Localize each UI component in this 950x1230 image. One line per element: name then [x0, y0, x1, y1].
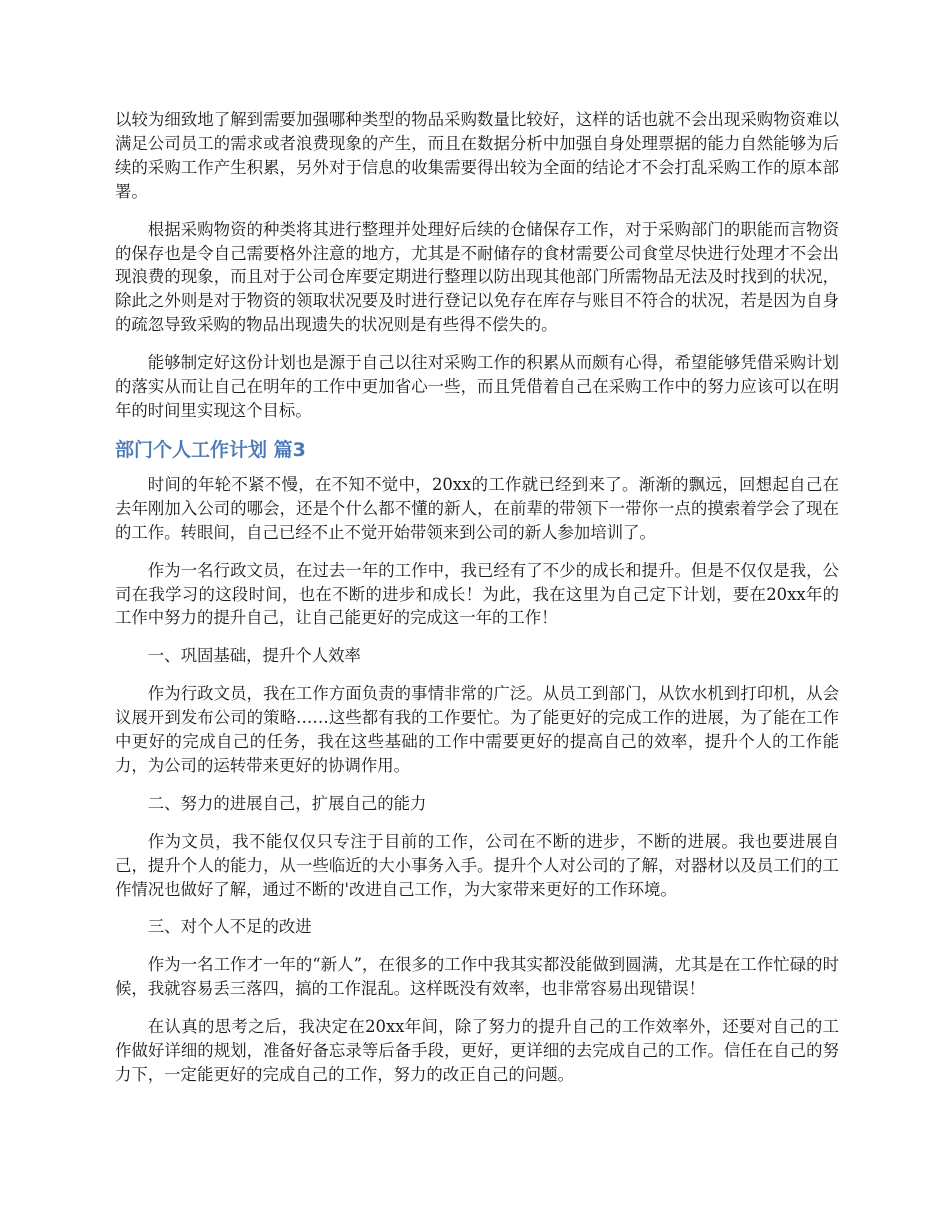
body-paragraph: 时间的年轮不紧不慢，在不知不觉中，20xx的工作就已经到来了。渐渐的飘远，回想起自己在去年刚加入公司的哪会，还是个什么都不懂的新人，在前辈的带领下一带你一点的摸索着学会了现在的工作。转眼间，自己已经不止不觉开始带领来到公司的新人参加培训了。	[115, 474, 839, 542]
body-paragraph: 根据采购物资的种类将其进行整理并处理好后续的仓储保存工作，对于采购部门的职能而言物资的保存也是令自己需要格外注意的地方，尤其是不耐储存的食材需要公司食堂尽快进行处理才不会出现浪费的现象，而且对于公司仓库要定期进行整理以防出现其他部门所需物品无法及时找到的状况，除此之外则是对于物资的领取状况要及时进行登记以免存在库存与账目不符合的状况，若是因为自身的疏忽导致采购的物品出现遗失的状况则是有些得不偿失的。	[115, 219, 839, 335]
body-paragraph: 作为一名行政文员，在过去一年的工作中，我已经有了不少的成长和提升。但是不仅仅是我，公司在我学习的这段时间，也在不断的进步和成长！为此，我在这里为自己定下计划，要在20xx年的工作中努力的提升自己，让自己能更好的完成这一年的工作！	[115, 560, 839, 628]
subsection-heading: 一、巩固基础，提升个人效率	[147, 646, 361, 666]
body-paragraph: 以较为细致地了解到需要加强哪种类型的物品采购数量比较好，这样的话也就不会出现采购物资难以满足公司员工的需求或者浪费现象的产生，而且在数据分析中加强自身处理票据的能力自然能够为后续的采购工作产生积累，另外对于信息的收集需要得出较为全面的结论才不会打乱采购工作的原本部署。	[115, 110, 839, 201]
subsection-heading: 二、努力的进展自己，扩展自己的能力	[147, 793, 427, 813]
body-paragraph: 能够制定好这份计划也是源于自己以往对采购工作的积累从而颇有心得，希望能够凭借采购计划的落实从而让自己在明年的工作中更加省心一些，而且凭借着自己在采购工作中的努力应该可以在明年的时间里实现这个目标。	[115, 353, 839, 420]
document-page	[115, 108, 839, 1101]
subsection-heading: 三、对个人不足的改进	[147, 917, 312, 937]
body-paragraph: 作为一名工作才一年的“新人”，在很多的工作中我其实都没能做到圆满，尤其是在工作忙碌的时候，我就容易丢三落四，搞的工作混乱。这样既没有效率，也非常容易出现错误！	[115, 955, 839, 999]
body-paragraph: 作为文员，我不能仅仅只专注于目前的工作，公司在不断的进步，不断的进展。我也要进展自己，提升个人的能力，从一些临近的大小事务入手。提升个人对公司的了解，对器材以及员工们的工作情况也做好了解，通过不断的'改进自己工作，为大家带来更好的工作环境。	[115, 831, 839, 899]
body-paragraph: 作为行政文员，我在工作方面负责的事情非常的广泛。从员工到部门，从饮水机到打印机，从会议展开到发布公司的策略……这些都有我的工作要忙。为了能更好的完成工作的进展，为了能在工作中更好的完成自己的任务，我在这些基础的工作中需要更好的提高自己的效率，提升个人的工作能力，为公司的运转带来更好的协调作用。	[115, 684, 839, 775]
section-heading: 部门个人工作计划 篇3	[115, 438, 306, 461]
body-paragraph: 在认真的思考之后，我决定在20xx年间，除了努力的提升自己的工作效率外，还要对自己的工作做好详细的规划，准备好备忘录等后备手段，更好，更详细的去完成自己的工作。信任在自己的努力下，一定能更好的完成自己的工作，努力的改正自己的问题。	[115, 1017, 839, 1084]
